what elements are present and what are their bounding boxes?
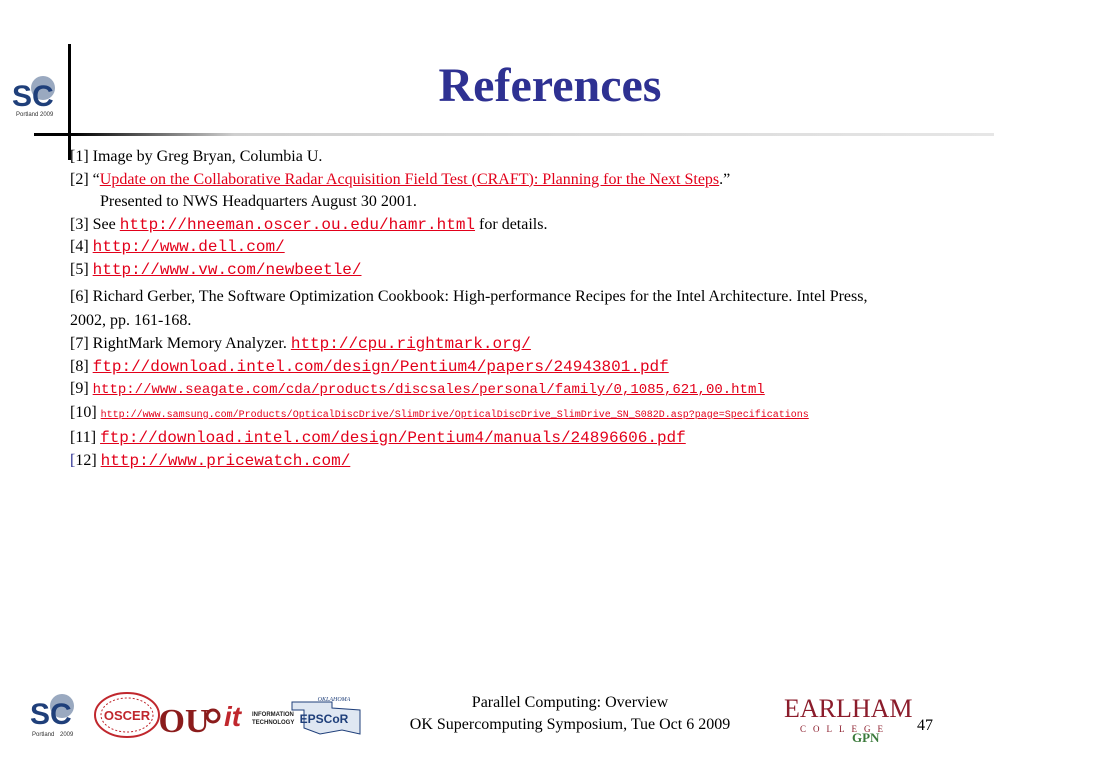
svg-text:it: it xyxy=(224,701,242,732)
gpn-logo: GPN xyxy=(852,730,880,745)
svg-text:OSCER: OSCER xyxy=(103,708,151,723)
reference-2-line2: Presented to NWS Headquarters August 30 2001. xyxy=(100,193,417,210)
reference-8-link[interactable]: ftp://download.intel.com/design/Pentium4/papers/24943801.pdf xyxy=(92,357,669,376)
ou-it-logo xyxy=(204,692,298,742)
svg-text:SC: SC xyxy=(30,698,72,731)
reference-11-link[interactable]: ftp://download.intel.com/design/Pentium4/manuals/24896606.pdf xyxy=(100,429,686,447)
footer-line-2: OK Supercomputing Symposium, Tue Oct 6 2009 xyxy=(409,716,731,733)
header-horizontal-rule xyxy=(34,133,994,136)
page-number: 47 xyxy=(917,717,933,734)
svg-text:OU: OU xyxy=(158,703,210,740)
reference-3-link[interactable]: http://hneeman.oscer.ou.edu/hamr.html xyxy=(119,215,476,234)
reference-5: [5] http://www.vw.com/newbeetle/ xyxy=(70,260,362,279)
reference-9: [9] http://www.seagate.com/cda/products/discsales/personal/family/0,1085,621,00.html xyxy=(70,380,765,398)
reference-3: [3] See http://hneeman.oscer.ou.edu/hamr.html for details. xyxy=(70,215,548,234)
reference-7-link[interactable]: http://cpu.rightmark.org/ xyxy=(290,335,531,353)
sc09-footer-logo xyxy=(28,690,86,740)
svg-text:Portland: Portland xyxy=(32,732,55,738)
svg-text:2009: 2009 xyxy=(60,732,74,738)
reference-4-link[interactable]: http://www.dell.com/ xyxy=(92,238,285,256)
reference-1: [1] Image by Greg Bryan, Columbia U. xyxy=(70,148,323,165)
reference-2: [2] “Update on the Collaborative Radar Acquisition Field Test (CRAFT): Planning for the Next Steps.” xyxy=(70,170,731,188)
reference-11: [11] ftp://download.intel.com/design/Pentium4/manuals/24896606.pdf xyxy=(70,429,686,447)
svg-text:TECHNOLOGY: TECHNOLOGY xyxy=(252,720,295,726)
reference-2-link[interactable]: Update on the Collaborative Radar Acquisition Field Test (CRAFT): Planning for the Next Steps xyxy=(99,170,720,188)
reference-12-link[interactable]: http://www.pricewatch.com/ xyxy=(100,451,351,470)
reference-8: [8] ftp://download.intel.com/design/Pentium4/papers/24943801.pdf xyxy=(70,357,669,376)
epscor-logo xyxy=(290,694,362,740)
reference-12: [12] http://www.pricewatch.com/ xyxy=(70,451,351,470)
earlham-logo-text: EARLHAM xyxy=(784,694,913,723)
ou-logo xyxy=(158,692,210,742)
earlham-college-text: COLLEGE xyxy=(800,724,890,734)
svg-text:OKLAHOMA: OKLAHOMA xyxy=(317,697,351,703)
reference-10-link[interactable]: http://www.samsung.com/Products/OpticalDiscDrive/SlimDrive/OpticalDiscDrive_SlimDrive_SN_S082D.asp?page=Specifications xyxy=(100,409,809,421)
svg-text:INFORMATION: INFORMATION xyxy=(252,712,294,718)
svg-text:SC: SC xyxy=(12,80,54,113)
reference-6: [6] Richard Gerber, The Software Optimization Cookbook: High-performance Recipes for the Intel Architecture. Intel Press, 2002, pp. 161-168. xyxy=(70,288,868,329)
references-list xyxy=(70,146,1010,472)
reference-7: [7] RightMark Memory Analyzer. http://cpu.rightmark.org/ xyxy=(70,335,531,353)
reference-5-link[interactable]: http://www.vw.com/newbeetle/ xyxy=(92,260,362,279)
footer-caption xyxy=(370,692,770,736)
svg-text:Portland: Portland xyxy=(16,112,39,118)
slide-title: References xyxy=(438,59,662,112)
svg-text:EPSCoR: EPSCoR xyxy=(299,712,349,726)
reference-10: [10] http://www.samsung.com/Products/OpticalDiscDrive/SlimDrive/OpticalDiscDrive_SlimDrive_SN_S082D.asp?page=Specifications xyxy=(70,403,809,421)
footer-line-1: Parallel Computing: Overview xyxy=(471,694,669,711)
svg-text:2009: 2009 xyxy=(40,112,54,118)
reference-4: [4] http://www.dell.com/ xyxy=(70,238,285,256)
reference-9-link[interactable]: http://www.seagate.com/cda/products/discsales/personal/family/0,1085,621,00.html xyxy=(92,382,765,398)
oscer-logo xyxy=(92,690,162,740)
